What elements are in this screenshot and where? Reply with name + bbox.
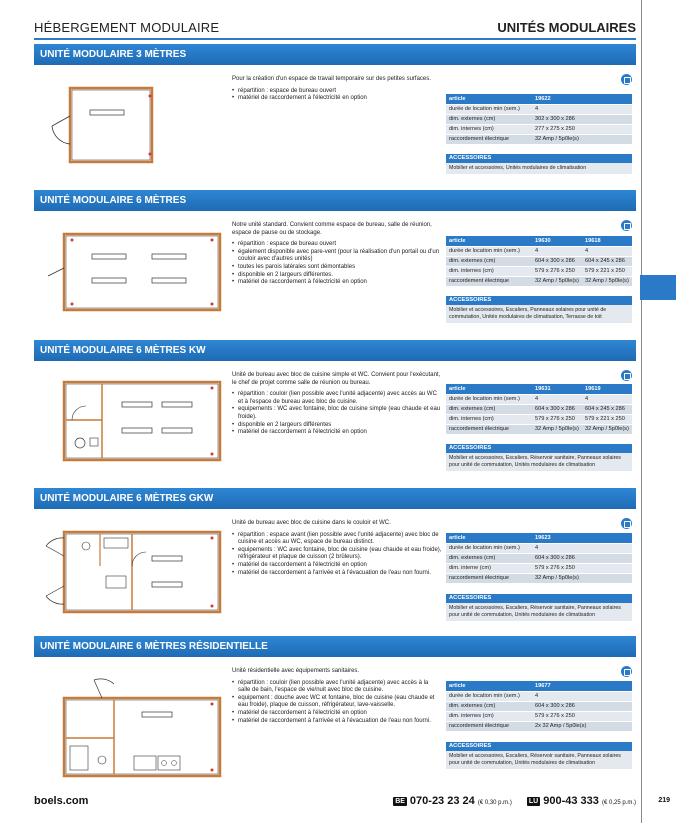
feature-item: • equipements : WC avec fontaine, bloc de cuisine simple (eau chaude et eau froide). [232,406,442,421]
table-row [446,266,632,276]
spec-header-label: article [446,94,532,104]
spec-header-article: 19619 [582,384,632,394]
spec-value: 32 Amp / 5p0le(s) [532,573,632,583]
feature-item: • répartition : couloir (lien possible avec l'unité adjacente) avec accès à la salle de bain, l'espace de vie/nuit avec bloc de cuisine. [232,680,442,695]
section-title: UNITÉ MODULAIRE 6 MÈTRES [34,190,636,211]
spec-value: 32 Amp / 5p0le(s) [532,276,582,286]
spec-value: 4 [532,246,582,256]
section-description [232,76,442,103]
spec-label: raccordement électrique [446,276,532,286]
spec-label: dim. externes (cm) [446,553,532,563]
spec-value: 604 x 300 x 286 [532,701,632,711]
spec-value: 32 Amp / 5p0le(s) [582,424,632,434]
spec-value: 302 x 300 x 286 [532,114,632,124]
spec-value: 604 x 245 x 286 [582,404,632,414]
accessories-heading: ACCESSOIRES [446,742,632,751]
spec-value: 579 x 221 x 250 [582,266,632,276]
spec-label: durée de location min (sem.) [446,691,532,701]
spec-value: 604 x 245 x 286 [582,256,632,266]
section-unit-6m-kw [34,340,636,468]
page-title: UNITÉS MODULAIRES [497,20,636,35]
spec-label: durée de location min (sem.) [446,394,532,404]
accessories-heading: ACCESSOIRES [446,594,632,603]
intro-text: Unité de bureau avec bloc de cuisine dans le couloir et WC. [232,520,391,526]
spec-header-article: 19618 [582,236,632,246]
phone-lu-cost: (€ 0,25 p.m.) [601,800,636,806]
section-description [232,222,442,287]
intro-text: Unité résidentielle avec équipements sanitaires. [232,668,360,674]
category-title: HÉBERGEMENT MODULAIRE [34,20,220,35]
spec-value: 4 [532,691,632,701]
spec-value: 604 x 300 x 286 [532,256,582,266]
accessories-text: Mobilier et accessoires, Escaliers, Réservoir sanitaire, Panneaux solaires pour unité de commutation, Unités modulaires de climatisation [446,751,632,769]
table-row [446,404,632,414]
spec-header-label: article [446,533,532,543]
intro-text: Unité de bureau avec bloc de cuisine simple et WC. Convient pour l'exécutant, le chef de projet comme salle de réunion ou bureau. [232,372,441,386]
spec-value: 4 [532,543,632,553]
accessories-box [446,444,632,471]
spec-table [446,94,632,145]
spec-table [446,384,632,435]
feature-list [232,532,442,578]
section-unit-6m [34,190,636,320]
feature-item: • matériel de raccordement à l'électricité en option [232,710,442,718]
spec-table [446,236,632,287]
feature-item: • également disponible avec pare-vent (pour la réalisation d'un portail ou d'un couloir avec d'autres unités) [232,249,442,264]
spec-header-label: article [446,384,532,394]
spec-label: dim. internes (cm) [446,124,532,134]
info-icon[interactable] [621,74,632,85]
spec-label: dim. externes (cm) [446,701,532,711]
feature-item: • répartition : espace avant (lien possible avec l'unité adjacente) avec bloc de cuisine et accès au WC, espace de bureau distinct. [232,532,442,547]
section-description [232,372,442,437]
accessories-text: Mobilier et accessoires, Escaliers, Réservoir sanitaire, Panneaux solaires pour unité de commutation, Unités modulaires de climatisation [446,603,632,621]
info-icon[interactable] [621,220,632,231]
spec-label: dim. interne (cm) [446,563,532,573]
accessories-text: Mobilier et accessoires, Unités modulaires de climatisation [446,163,632,174]
spec-value: 4 [532,104,632,114]
spec-label: raccordement électrique [446,424,532,434]
floor-plan-6m-gkw [42,516,227,626]
country-code-lu: LU [528,798,539,805]
page-edge-rule [641,0,642,823]
section-unit-6m-residential [34,636,636,766]
section-description [232,520,442,577]
feature-list [232,241,442,287]
info-icon[interactable] [621,518,632,529]
spec-value: 2x 32 Amp / 5p0le(s) [532,721,632,731]
table-row [446,701,632,711]
spec-header-row [446,384,632,394]
header-rule [34,38,636,40]
accessories-text: Mobilier et accessoires, Escaliers, Panneaux solaires pour unité de commutation, Unités modulaires de climatisation, Terrasse de toit [446,305,632,323]
spec-value: 579 x 221 x 250 [582,414,632,424]
table-row [446,721,632,731]
spec-table [446,681,632,732]
accessories-box [446,594,632,621]
phone-be-cost: (€ 0,30 p.m.) [477,800,512,806]
spec-label: dim. externes (cm) [446,114,532,124]
spec-label: dim. internes (cm) [446,711,532,721]
spec-value: 604 x 300 x 286 [532,404,582,414]
feature-item: • matériel de raccordement à l'arrivée et à l'évacuation de l'eau non fourni. [232,718,442,726]
feature-item: • equipements : WC avec fontaine, bloc de cuisine (eau chaude et eau froide), réfrigérateur et plaque de cuisson (2 brûleurs). [232,547,442,562]
accessories-box [446,742,632,769]
table-row [446,276,632,286]
section-title: UNITÉ MODULAIRE 3 MÈTRES [34,44,636,65]
spec-value: 32 Amp / 5p0le(s) [532,424,582,434]
section-title: UNITÉ MODULAIRE 6 MÈTRES GKW [34,488,636,509]
spec-value: 604 x 300 x 286 [532,553,632,563]
table-row [446,691,632,701]
table-row [446,256,632,266]
feature-item: • répartition : espace de bureau ouvert [232,88,442,96]
spec-value: 579 x 276 x 250 [532,711,632,721]
page-footer [34,795,636,809]
page-number: 219 [658,797,670,804]
feature-item: • matériel de raccordement à l'électricité en option [232,429,442,437]
table-row [446,553,632,563]
section-tab-marker [640,275,676,300]
section-title: UNITÉ MODULAIRE 6 MÈTRES KW [34,340,636,361]
feature-list [232,88,442,103]
table-row [446,134,632,144]
feature-item: • matériel de raccordement à l'électricité en option [232,95,442,103]
table-row [446,573,632,583]
table-row [446,424,632,434]
spec-value: 579 x 276 x 250 [532,414,582,424]
spec-header-row [446,94,632,104]
table-row [446,711,632,721]
feature-item: • matériel de raccordement à l'arrivée et à l'évacuation de l'eau non fourni. [232,570,442,578]
table-row [446,114,632,124]
spec-header-article: 19630 [532,236,582,246]
spec-label: durée de location min (sem.) [446,543,532,553]
spec-label: raccordement électrique [446,721,532,731]
intro-text: Pour la création d'un espace de travail temporaire sur des petites surfaces. [232,76,431,82]
feature-item: • equipement : douche avec WC et fontaine, bloc de cuisine (eau chaude et eau froide), plaque de cuisson, réfrigérateur, lave-vaisselle. [232,695,442,710]
spec-header-row [446,236,632,246]
table-row [446,104,632,114]
country-code-be: BE [395,798,405,805]
spec-value: 579 x 276 x 250 [532,266,582,276]
spec-header-label: article [446,236,532,246]
page-header [34,20,636,40]
accessories-text: Mobilier et accessoires, Escaliers, Réservoir sanitaire, Panneaux solaires pour unité de commutation, Unités modulaires de climatisation [446,453,632,471]
floor-plan-6m-kw [42,368,227,473]
spec-label: dim. externes (cm) [446,256,532,266]
feature-item: • disponible en 2 largeurs différentes [232,422,442,430]
spec-header-row [446,533,632,543]
section-unit-3m [34,44,636,171]
spec-value: 4 [532,394,582,404]
table-row [446,124,632,134]
accessories-heading: ACCESSOIRES [446,296,632,305]
spec-label: raccordement électrique [446,573,532,583]
spec-table [446,533,632,584]
info-icon[interactable] [621,666,632,677]
feature-item: • répartition : couloir (lien possible avec l'unité adjacente) avec accès au WC et à l'espace de bureau avec bloc de cuisine. [232,391,442,406]
spec-label: raccordement électrique [446,134,532,144]
spec-header-article: 19622 [532,94,632,104]
accessories-heading: ACCESSOIRES [446,444,632,453]
spec-label: dim. internes (cm) [446,266,532,276]
spec-header-article: 19631 [532,384,582,394]
info-icon[interactable] [621,370,632,381]
feature-item: • disponible en 2 largeurs différentes. [232,272,442,280]
spec-value: 277 x 275 x 250 [532,124,632,134]
accessories-heading: ACCESSOIRES [446,154,632,163]
floor-plan-3m [42,72,162,182]
spec-label: durée de location min (sem.) [446,104,532,114]
spec-label: dim. externes (cm) [446,404,532,414]
accessories-box [446,296,632,323]
spec-value: 32 Amp / 5p0le(s) [532,134,632,144]
feature-list [232,680,442,726]
spec-label: durée de location min (sem.) [446,246,532,256]
site-logo-link[interactable]: boels.com [34,795,89,807]
spec-header-article: 19623 [532,533,632,543]
spec-header-label: article [446,681,532,691]
table-row [446,246,632,256]
accessories-box [446,154,632,174]
floor-plan-6m-residential [42,664,227,784]
spec-value: 579 x 276 x 250 [532,563,632,573]
feature-list [232,391,442,437]
table-row [446,414,632,424]
section-title: UNITÉ MODULAIRE 6 MÈTRES RÉSIDENTIELLE [34,636,636,657]
floor-plan-6m [42,218,227,323]
intro-text: Notre unité standard. Convient comme espace de bureau, salle de réunion, espace de pause ou de stockage. [232,222,432,236]
section-unit-6m-gkw [34,488,636,618]
feature-item: • toutes les parois latérales sont démontables [232,264,442,272]
table-row [446,563,632,573]
feature-item: • répartition : espace de bureau ouvert [232,241,442,249]
spec-value: 4 [582,246,632,256]
table-row [446,543,632,553]
spec-label: dim. internes (cm) [446,414,532,424]
phone-numbers [393,795,636,807]
section-description [232,668,442,725]
phone-lu[interactable]: 900-43 333 [543,795,599,807]
table-row [446,394,632,404]
phone-be[interactable]: 070-23 23 24 [409,795,475,807]
feature-item: • matériel de raccordement à l'électricité en option [232,562,442,570]
spec-value: 32 Amp / 5p0le(s) [582,276,632,286]
spec-header-row [446,681,632,691]
feature-item: • matériel de raccordement à l'électricité en option [232,279,442,287]
spec-value: 4 [582,394,632,404]
spec-header-article: 19677 [532,681,632,691]
